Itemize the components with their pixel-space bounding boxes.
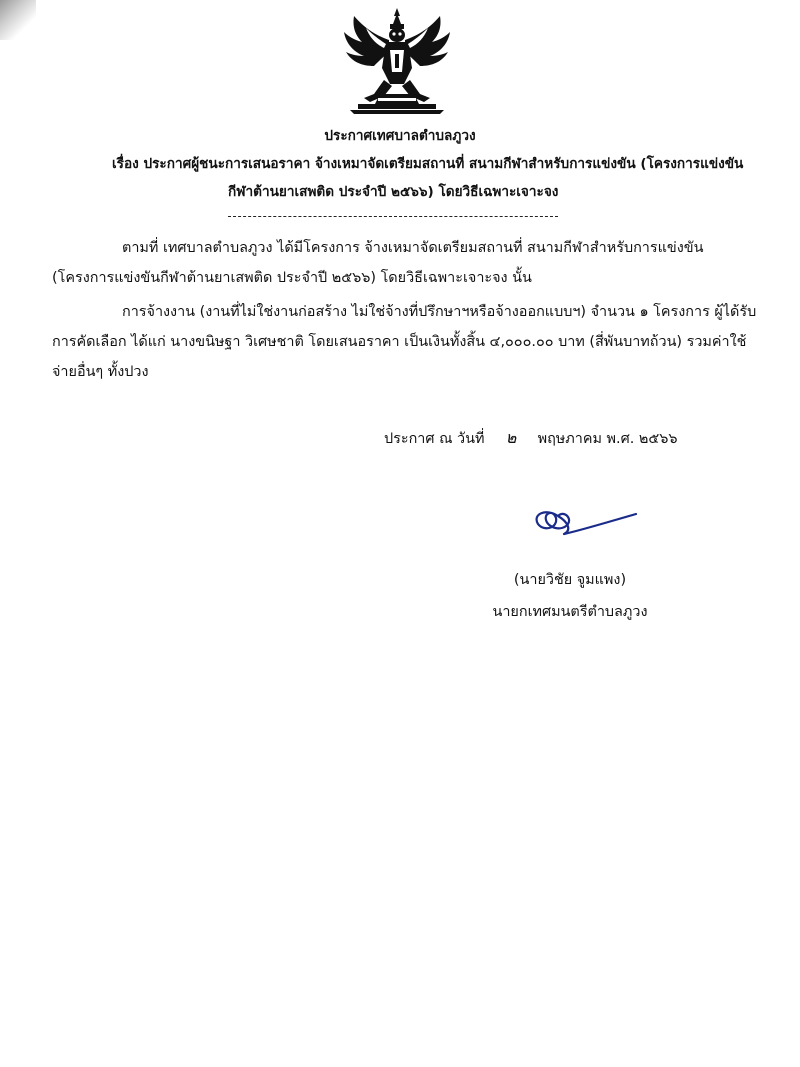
announcement-date (384, 428, 678, 449)
signature-icon (528, 500, 640, 540)
subject-line-1: เรื่อง ประกาศผู้ชนะการเสนอราคา จ้างเหมาจัดเตรียมสถานที่ สนามกีฬาสำหรับการแข่งขัน (โครงการแข่งขัน (112, 156, 744, 172)
paragraph-2-line-2: การคัดเลือก ได้แก่ นางขนิษฐา วิเศษชาติ โดยเสนอราคา เป็นเงินทั้งสิ้น ๔,๐๐๐.๐๐ บาท (สี่พันบาทถ้วน) รวมค่าใช้ (52, 334, 747, 350)
signatory-name: (นายวิชัย จูมแพง) (513, 572, 627, 588)
paragraph-1-line-1: ตามที่ เทศบาลตำบลภูวง ได้มีโครงการ จ้างเหมาจัดเตรียมสถานที่ สนามกีฬาสำหรับการแข่งขัน (122, 240, 704, 256)
date-month-year: พฤษภาคม พ.ศ. ๒๕๖๖ (537, 431, 678, 447)
scan-shadow (0, 0, 36, 40)
paragraph-2-line-1: การจ้างงาน (งานที่ไม่ใช่งานก่อสร้าง ไม่ใช่จ้างที่ปรึกษาฯหรือจ้างออกแบบฯ) จำนวน ๑ โครงการ ผู้ได้รับ (122, 304, 757, 320)
signatory-position: นายกเทศมนตรีตำบลภูวง (492, 604, 648, 620)
paragraph-2-line-3: จ่ายอื่นๆ ทั้งปวง (52, 364, 149, 380)
subject-line-2: กีฬาต้านยาเสพติด ประจำปี ๒๕๖๖) โดยวิธีเฉพาะเจาะจง (228, 184, 559, 200)
date-day: ๒ (505, 428, 517, 447)
date-prefix: ประกาศ ณ วันที่ (384, 431, 485, 447)
paragraph-1-line-2: (โครงการแข่งขันกีฬาต้านยาเสพติด ประจำปี ๒๕๖๖) โดยวิธีเฉพาะเจาะจง นั้น (52, 270, 532, 286)
agency-title: ประกาศเทศบาลตำบลภูวง (324, 128, 476, 144)
garuda-seal-icon (340, 6, 454, 116)
divider (228, 216, 558, 217)
